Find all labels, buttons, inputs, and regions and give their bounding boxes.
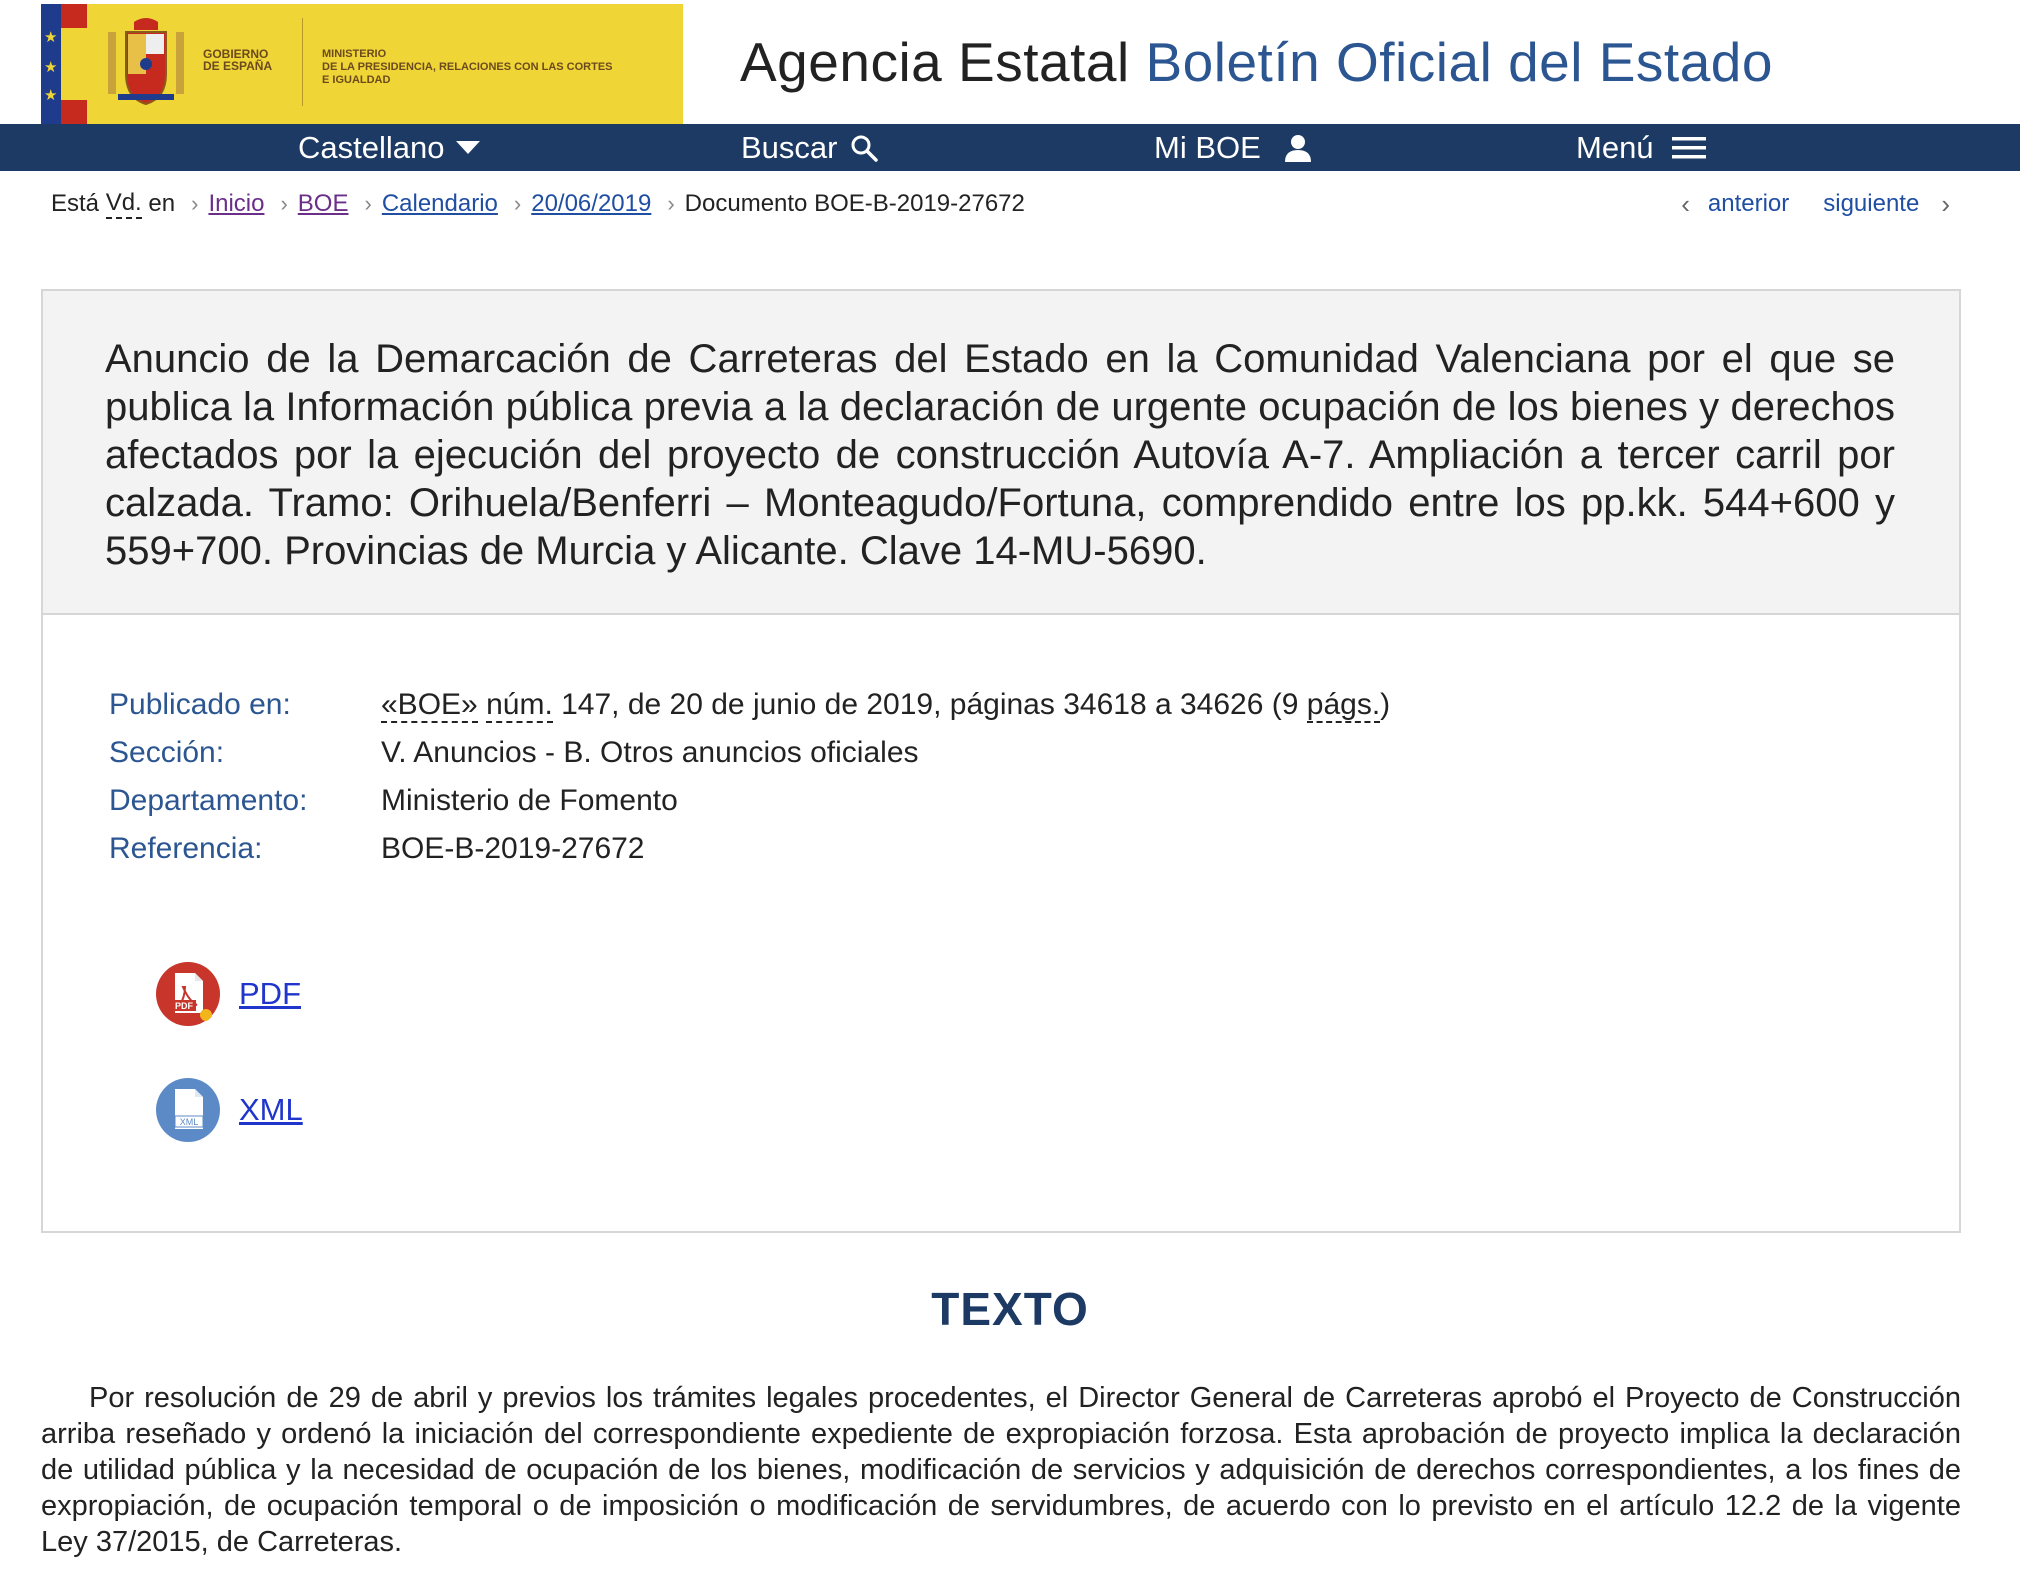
texto-heading: TEXTO [931, 1283, 1089, 1335]
ministry-label [322, 48, 672, 87]
agency-title[interactable] [740, 30, 1773, 94]
chevron-right-icon: › [191, 191, 199, 216]
document-summary-box [41, 289, 1961, 1233]
agency-title-prefix: Agencia Estatal [740, 31, 1146, 93]
search-label: Buscar [741, 130, 838, 165]
previous-link[interactable]: anterior [1707, 190, 1790, 217]
xml-download[interactable] [155, 1077, 303, 1143]
xml-link[interactable]: XML [239, 1092, 303, 1127]
xml-badge-text: XML [179, 1117, 199, 1127]
published-label: Publicado en: [109, 688, 291, 721]
published-close: ) [1380, 688, 1391, 721]
menu-button[interactable] [1576, 124, 1706, 171]
breadcrumb-prefix: Está [51, 190, 106, 217]
chevron-right-icon: › [1941, 188, 1950, 219]
pdf-link[interactable]: PDF [239, 976, 301, 1011]
document-pager [1681, 186, 1950, 222]
ministry-line-2: DE LA PRESIDENCIA, RELACIONES CON LAS CORTES [322, 61, 613, 73]
my-boe-label: Mi BOE [1154, 130, 1261, 165]
published-detail: 147, de 20 de junio de 2019, páginas 34618 a 34626 (9 [552, 688, 1307, 721]
my-boe-button[interactable] [1154, 124, 1315, 171]
chevron-right-icon: › [364, 191, 372, 216]
breadcrumb-abbr: Vd. [106, 189, 142, 219]
meta-row-department [109, 777, 1390, 825]
meta-row-published [109, 681, 1390, 729]
section-label: Sección: [109, 736, 225, 769]
gov-line-1: GOBIERNO [203, 47, 269, 61]
reference-value: BOE-B-2019-27672 [381, 832, 645, 865]
spain-flag-stripe [61, 4, 87, 124]
agency-title-boe: Boletín Oficial del Estado [1145, 31, 1773, 93]
hamburger-menu-icon [1672, 135, 1706, 161]
pdf-file-icon [155, 961, 221, 1027]
chevron-right-icon: › [667, 191, 675, 216]
body-paragraph: Por resolución de 29 de abril y previos los trámites legales procedentes, el Director General de Carreteras aprobó el Proyecto de Construcción arriba reseñado y ordenó la iniciación del correspondiente expediente de expropiación forzosa. Esta aprobación de proyecto implica la declaración de utilidad pública y la necesidad de ocupación de los bienes, modificación de servicios y adquisición de derechos correspondientes, a los fines de expropiación, de ocupación temporal o de imposición o modificación de servidumbres, de acuerdo con lo previsto en el artículo 12.2 de la vigente Ley 37/2015, de Carreteras. [41, 1382, 1961, 1558]
breadcrumb-suffix: en [141, 190, 176, 217]
meta-row-reference [109, 825, 1390, 873]
document-title: Anuncio de la Demarcación de Carreteras del Estado en la Comunidad Valenciana por el que se publica la Información pública previa a la declaración de urgente ocupación de los bienes y derechos afectados por la ejecución del proyecto de construcción Autovía A-7. Ampliación a tercer carril por calzada. Tramo: Orihuela/Benferri – Monteagudo/Fortuna, comprendido entre los pp.kk. 544+600 y 559+700. Provincias de Murcia y Alicante. Clave 14-MU-5690. [105, 337, 1895, 573]
star-icon: ★ [44, 58, 58, 76]
coat-of-arms-icon [104, 14, 188, 110]
breadcrumb-date-link[interactable]: 20/06/2019 [531, 190, 652, 217]
divider [302, 18, 303, 106]
title-panel [43, 291, 1959, 615]
breadcrumb-boe-link[interactable]: BOE [297, 190, 349, 217]
reference-label: Referencia: [109, 832, 263, 865]
government-label [203, 48, 293, 72]
menu-label: Menú [1576, 130, 1654, 165]
site-header [0, 0, 2020, 124]
chevron-right-icon: › [280, 191, 288, 216]
chevron-left-icon: ‹ [1681, 188, 1690, 219]
pags-abbr: págs. [1306, 688, 1381, 721]
caret-down-icon [456, 141, 480, 155]
department-label: Departamento: [109, 784, 308, 817]
document-metadata [109, 681, 1390, 873]
chevron-right-icon: › [513, 191, 522, 216]
next-link[interactable]: siguiente [1823, 190, 1920, 217]
search-icon [849, 133, 879, 163]
breadcrumb [51, 186, 1025, 222]
department-value: Ministerio de Fomento [381, 784, 678, 817]
meta-row-section [109, 729, 1390, 777]
section-value: V. Anuncios - B. Otros anuncios oficiales [381, 736, 919, 769]
main-navigation [0, 124, 2020, 171]
star-icon: ★ [44, 86, 58, 104]
boe-abbr: «BOE» [381, 688, 478, 721]
ministry-line-1: MINISTERIO [322, 48, 387, 60]
language-selector[interactable] [298, 124, 480, 171]
num-abbr: núm. [486, 688, 553, 721]
star-icon: ★ [44, 28, 58, 46]
gov-line-2: DE ESPAÑA [203, 59, 273, 73]
ministry-line-3: E IGUALDAD [322, 74, 391, 86]
search-nav-button[interactable] [741, 124, 879, 171]
user-icon [1281, 133, 1315, 163]
xml-file-icon [155, 1077, 221, 1143]
published-value [381, 681, 1390, 729]
pdf-download[interactable] [155, 961, 301, 1027]
language-label: Castellano [298, 130, 445, 165]
breadcrumb-home-link[interactable]: Inicio [208, 190, 265, 217]
breadcrumb-current: Documento BOE-B-2019-27672 [684, 190, 1025, 217]
breadcrumb-calendar-link[interactable]: Calendario [381, 190, 498, 217]
pdf-badge-text: PDF [175, 1001, 193, 1011]
